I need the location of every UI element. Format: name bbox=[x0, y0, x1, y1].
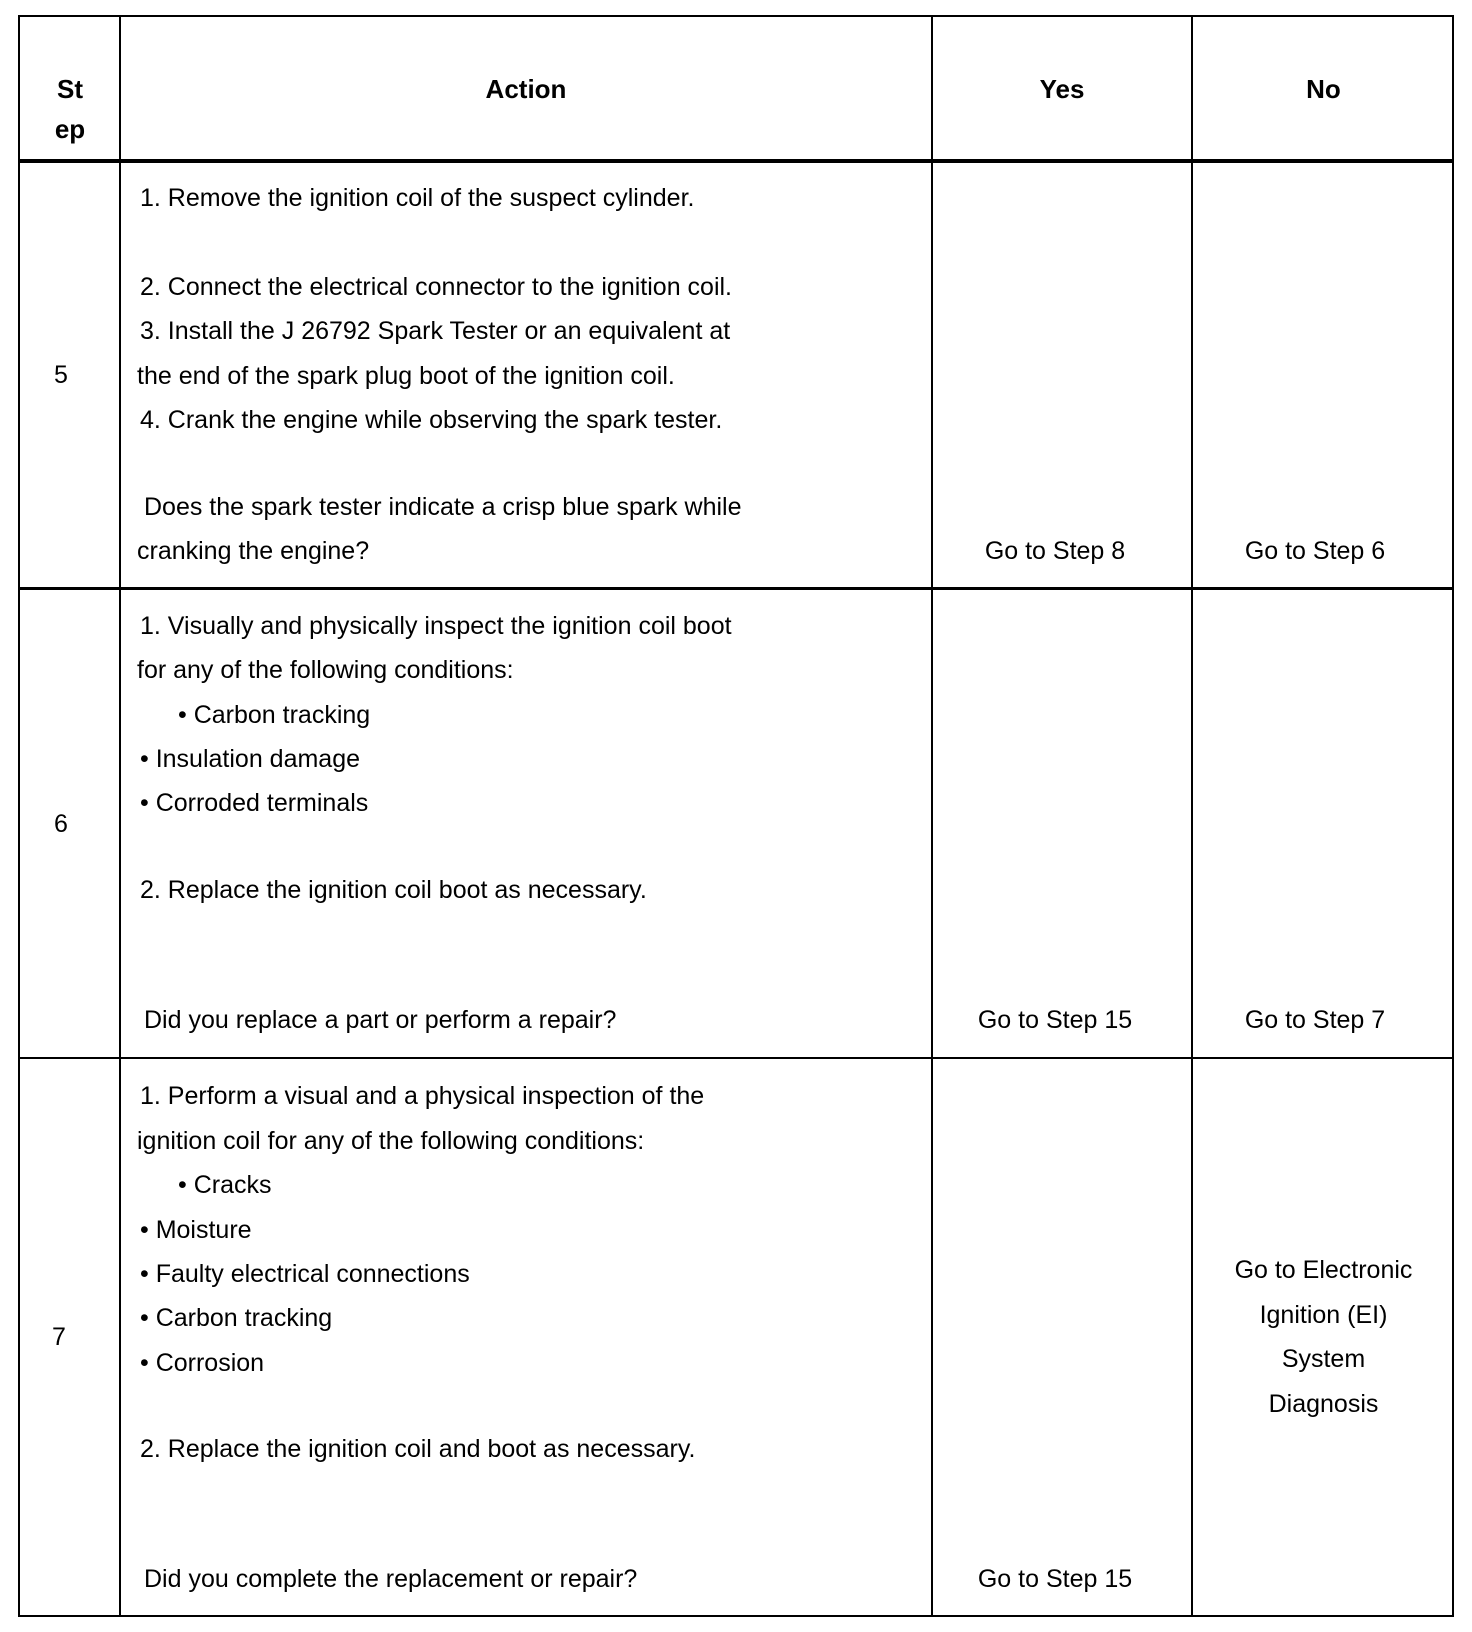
action-question: cranking the engine? bbox=[137, 537, 370, 565]
no-outcome-line: System bbox=[1281, 1345, 1366, 1373]
bullet-item: • Moisture bbox=[140, 1216, 252, 1244]
header-yes: Yes bbox=[1039, 74, 1085, 104]
no-outcome: Go to Step 7 bbox=[1244, 1006, 1386, 1034]
step-number: 5 bbox=[54, 361, 68, 389]
no-outcome: Go to Step 6 bbox=[1244, 537, 1386, 565]
bullet-item: • Cracks bbox=[178, 1171, 272, 1199]
action-line: 2. Replace the ignition coil boot as necessary. bbox=[140, 876, 647, 904]
bullet-item: • Insulation damage bbox=[140, 745, 361, 773]
action-line: 4. Crank the engine while observing the spark tester. bbox=[140, 406, 723, 434]
row-divider bbox=[18, 587, 1454, 590]
action-line: 1. Visually and physically inspect the ignition coil boot bbox=[140, 612, 732, 640]
column-divider bbox=[119, 15, 121, 1617]
no-outcome-line: Diagnosis bbox=[1268, 1390, 1379, 1418]
action-line: 1. Remove the ignition coil of the suspect cylinder. bbox=[140, 184, 695, 212]
column-divider bbox=[931, 15, 933, 1617]
action-line: 2. Replace the ignition coil and boot as necessary. bbox=[140, 1435, 696, 1463]
action-line: for any of the following conditions: bbox=[137, 656, 514, 684]
header-action: Action bbox=[485, 74, 567, 104]
step-number: 7 bbox=[52, 1323, 66, 1351]
action-line: ignition coil for any of the following conditions: bbox=[137, 1127, 645, 1155]
header-step-line2: ep bbox=[54, 114, 86, 144]
action-line: 2. Connect the electrical connector to the ignition coil. bbox=[140, 273, 733, 301]
step-number: 6 bbox=[54, 810, 68, 838]
no-outcome-line: Go to Electronic bbox=[1234, 1256, 1413, 1284]
no-outcome-line: Ignition (EI) bbox=[1259, 1301, 1388, 1329]
bullet-item: • Faulty electrical connections bbox=[140, 1260, 470, 1288]
bullet-item: • Carbon tracking bbox=[178, 701, 371, 729]
bullet-item: • Corroded terminals bbox=[140, 789, 369, 817]
action-line: 1. Perform a visual and a physical inspection of the bbox=[140, 1082, 705, 1110]
bullet-item: • Carbon tracking bbox=[140, 1304, 333, 1332]
header-no: No bbox=[1306, 74, 1341, 104]
action-question: Does the spark tester indicate a crisp blue spark while bbox=[144, 493, 742, 521]
action-line: 3. Install the J 26792 Spark Tester or an equivalent at bbox=[140, 317, 731, 345]
yes-outcome: Go to Step 8 bbox=[984, 537, 1126, 565]
row-divider bbox=[18, 1057, 1454, 1059]
header-step-line1: St bbox=[57, 74, 83, 104]
bullet-item: • Corrosion bbox=[140, 1349, 265, 1377]
yes-outcome: Go to Step 15 bbox=[977, 1565, 1133, 1593]
column-divider bbox=[1191, 15, 1193, 1617]
action-line: the end of the spark plug boot of the ignition coil. bbox=[137, 362, 675, 390]
action-question: Did you complete the replacement or repair? bbox=[144, 1565, 638, 1593]
header-divider bbox=[18, 159, 1454, 163]
action-question: Did you replace a part or perform a repair? bbox=[144, 1006, 617, 1034]
yes-outcome: Go to Step 15 bbox=[977, 1006, 1133, 1034]
